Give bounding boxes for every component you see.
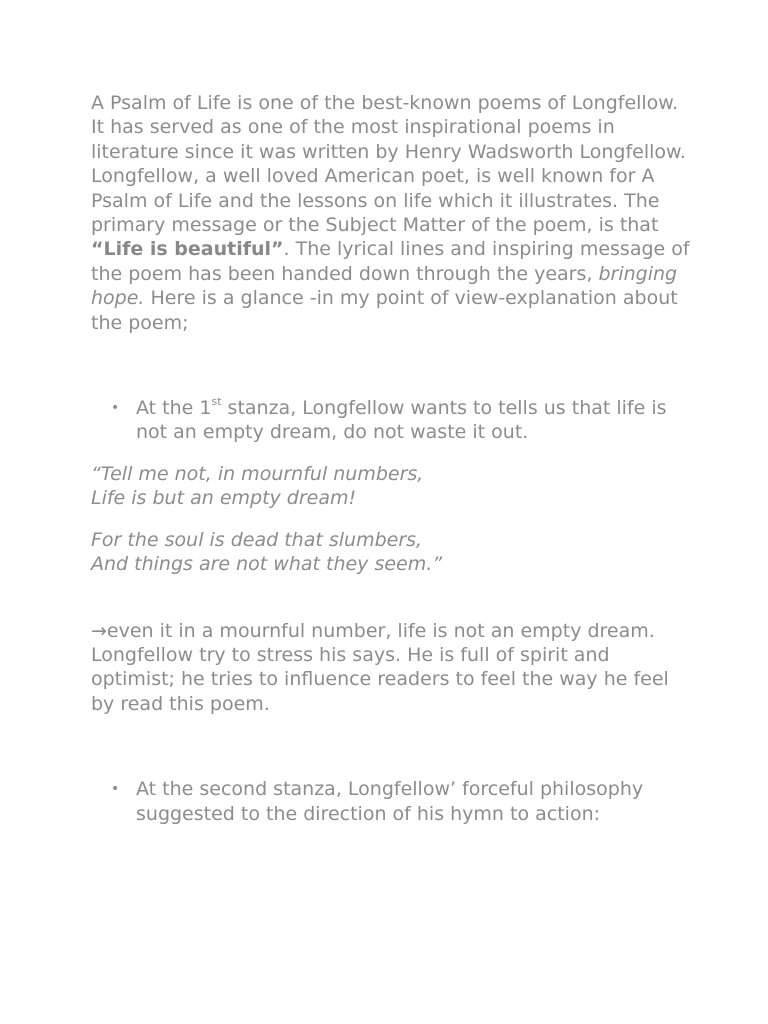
quote-line-1: “Tell me not, in mournful numbers, [91, 462, 424, 485]
bullet-marker: • [111, 781, 120, 798]
bullet-1-prefix: At the 1 [136, 397, 212, 420]
quote-line-2: Life is but an empty dream! [91, 487, 357, 510]
intro-paragraph [91, 91, 691, 335]
bullet-stanza-1 [91, 396, 691, 445]
intro-text-3: Here is a glance -in my point of view-explanation about the poem; [91, 287, 678, 334]
intro-text-2: . The lyrical lines and inspiring message of the poem has been handed down through the years, [91, 238, 690, 285]
intro-text-1: A Psalm of Life is one of the best-known poems of Longfellow. It has served as one of the most inspirational poems in literature since it was written by Henry Wadsworth Longfellow. Longfellow, a well loved American poet, is well known for A Psalm of Life and the lessons on life which it illustrates. The primary message or the Subject Matter of the poem, is that [91, 92, 686, 237]
quote-line-3: For the soul is dead that slumbers, [91, 528, 423, 551]
bullet-stanza-2 [91, 777, 691, 826]
bullet-1-superscript: st [211, 394, 222, 408]
explanation-paragraph [91, 619, 691, 717]
bullet-marker: • [111, 400, 120, 417]
quote-line-4: And things are not what they seem.” [91, 553, 443, 576]
explanation-text: →even it in a mournful number, life is not an empty dream. Longfellow try to stress his says. He is full of spirit and optimist; he tries to influence readers to feel the way he feel by read this poem. [91, 619, 669, 715]
quote-stanza-part-1 [91, 462, 691, 511]
bullet-2-text: At the second stanza, Longfellow’ forceful philosophy suggested to the direction of his hymn to action: [136, 778, 644, 825]
document-page [91, 91, 691, 826]
intro-italic-phrase: bringing hope. [91, 262, 678, 310]
poem-quote [91, 462, 691, 577]
bullet-1-suffix: stanza, Longfellow wants to tells us that life is not an empty dream, do not waste it out. [136, 397, 667, 444]
intro-bold-phrase: “Life is beautiful” [91, 238, 284, 261]
quote-stanza-part-2 [91, 528, 691, 577]
